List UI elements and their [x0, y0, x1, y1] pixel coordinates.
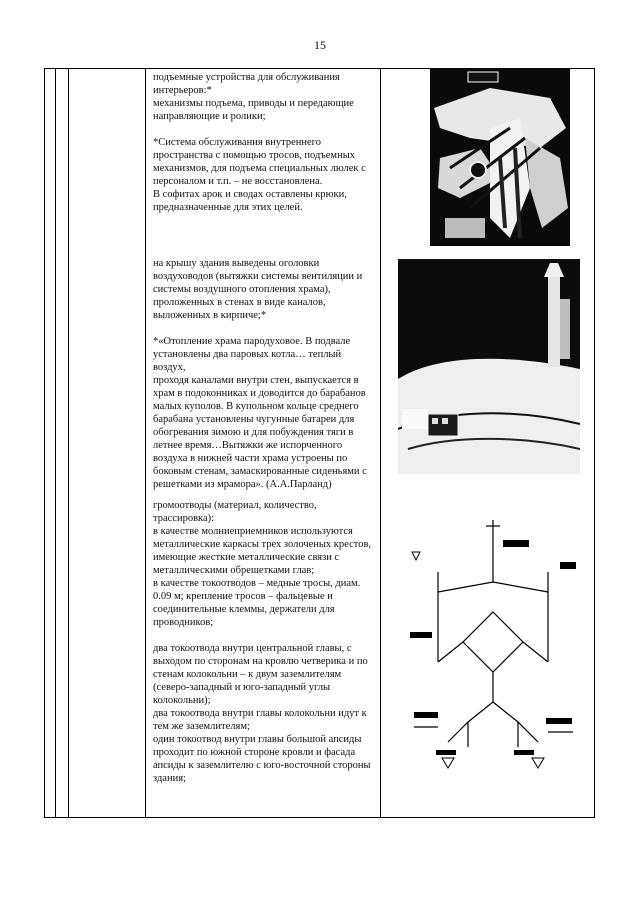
text-line: направляющие и ролики;	[153, 111, 266, 122]
text-line: *«Отопление храма пародуховое. В подвале	[153, 336, 351, 347]
text-line: воздуховодов (вытяжки системы вентиляции и	[153, 271, 363, 282]
text-line: храм в подоконниках и доводится до барабанов	[153, 388, 366, 399]
text-line: решетками из мрамора». (А.А.Парланд)	[153, 479, 332, 490]
text-line: металлическими обрешетками глав;	[153, 565, 315, 576]
text-line: два токоотвода внутри центральной главы, с	[153, 643, 352, 654]
text-line: проходит по южной стороне кровли и фасада	[153, 747, 356, 758]
text-line: интерьеров:*	[153, 85, 212, 96]
text-line: здания;	[153, 773, 186, 784]
text-line: подъемные устройства для обслуживания	[153, 72, 340, 83]
text-line: установлены два паровых котла… теплый воздух,	[153, 349, 342, 373]
text-line: малых куполов. В купольном кольце среднего	[153, 401, 359, 412]
text-line: механизмы подъема, приводы и передающие	[153, 98, 354, 109]
text-line: В софитах арок и сводах оставлены крюки,	[153, 189, 347, 200]
text-line: на крышу здания выведены оголовки	[153, 258, 320, 269]
row-2-text	[153, 257, 375, 491]
text-line: пространства с помощью тросов, подъемных	[153, 150, 355, 161]
text-line: воздуха в нижней части храма устроены по	[153, 453, 348, 464]
lifting-mechanism-photo	[430, 68, 570, 246]
text-line: тем же заземлителям;	[153, 721, 250, 732]
text-line: трассировка):	[153, 513, 215, 524]
text-line: металлические каркасы трех золоченых крестов,	[153, 539, 372, 550]
roof-ventilation-photo	[398, 259, 580, 474]
column-divider	[380, 69, 381, 817]
text-line: в качестве молниеприемников используются	[153, 526, 353, 537]
text-line: системы воздушного отопления храма),	[153, 284, 331, 295]
text-line: (северо-западный и юго-западный углы	[153, 682, 331, 693]
text-line: *Система обслуживания внутреннего	[153, 137, 321, 148]
text-line: громоотводы (материал, количество,	[153, 500, 317, 511]
row-3-text	[153, 499, 375, 785]
text-line: летнее время…Вытяжки же испорченного	[153, 440, 343, 451]
text-line: обогревания зимою и для побуждения тяги в	[153, 427, 354, 438]
text-line: два токоотвода внутри главы колокольни идут к	[153, 708, 367, 719]
page-number: 15	[314, 38, 326, 52]
text-line: в качестве токоотводов – медные тросы, диам.	[153, 578, 361, 589]
text-line: механизмов, для подъема специальных люлек с	[153, 163, 366, 174]
text-line: выходом по сторонам на кровлю четверика и по	[153, 656, 368, 667]
text-line: имеющие жесткие металлические связи с	[153, 552, 340, 563]
text-line: проходя каналами внутри стен, выпускается в	[153, 375, 359, 386]
lightning-protection-diagram	[408, 512, 578, 774]
text-line: проложенных в стенах в виде каналов,	[153, 297, 326, 308]
text-line: выложенных в кирпиче;*	[153, 310, 267, 321]
text-line: колокольни);	[153, 695, 211, 706]
row-1-text	[153, 71, 375, 214]
text-line: соединительные клеммы, держатели для	[153, 604, 335, 615]
text-line: барабана установлены чугунные батареи для	[153, 414, 355, 425]
text-line: боковым стенам, замаскированные сиденьями с	[153, 466, 367, 477]
column-divider	[68, 69, 69, 817]
text-line: стенам колокольни – к двум заземлителям	[153, 669, 342, 680]
column-divider	[55, 69, 56, 817]
text-line: предназначенные для этих целей.	[153, 202, 303, 213]
text-line: персоналом и т.п. – не восстановлена.	[153, 176, 323, 187]
text-line: один токоотвод внутри главы большой апсиды	[153, 734, 362, 745]
text-line: 0.09 м; крепление тросов – фальцевые и	[153, 591, 333, 602]
text-line: проводников;	[153, 617, 214, 628]
text-line: апсиды к заземлителю с юго-восточной стороны	[153, 760, 371, 771]
column-divider	[145, 69, 146, 817]
